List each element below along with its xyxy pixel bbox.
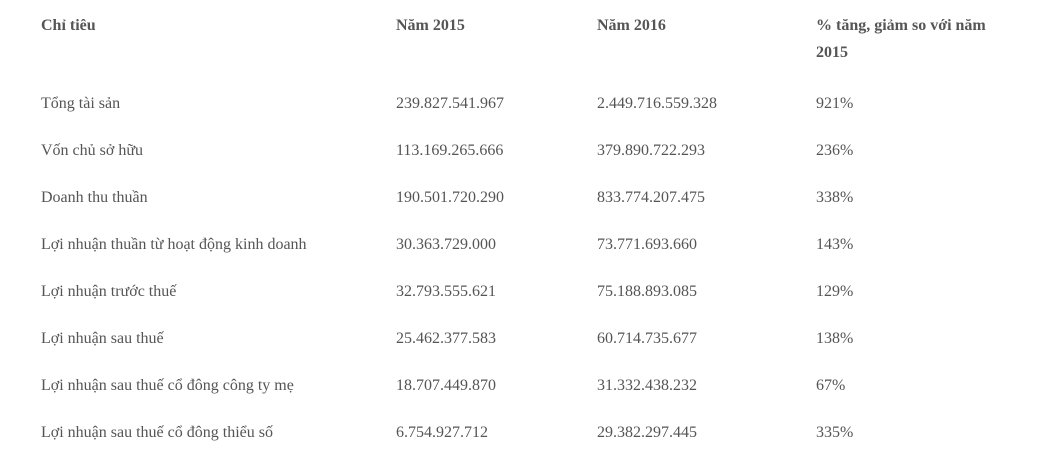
value-2016-cell: 833.774.207.475 <box>597 188 705 206</box>
value-2016-cell: 2.449.716.559.328 <box>597 94 717 112</box>
indicator-cell: Doanh thu thuần <box>41 188 148 206</box>
indicator-cell: Lợi nhuận sau thuế cổ đông thiểu số <box>41 423 273 441</box>
table-row <box>41 221 1021 268</box>
value-2016-cell: 29.382.297.445 <box>597 423 697 441</box>
header-row <box>41 12 1021 80</box>
value-2015-cell: 30.363.729.000 <box>396 235 496 253</box>
value-2015-cell: 25.462.377.583 <box>396 329 496 347</box>
value-2015-cell: 239.827.541.967 <box>396 94 504 112</box>
table-row <box>41 80 1021 127</box>
table-row <box>41 362 1021 409</box>
change-percent-cell: 335% <box>816 423 854 441</box>
value-2015-cell: 113.169.265.666 <box>396 141 504 159</box>
value-2016-cell: 379.890.722.293 <box>597 141 705 159</box>
change-percent-cell: 921% <box>816 94 854 112</box>
indicator-cell: Tổng tài sản <box>41 94 121 112</box>
value-2015-cell: 6.754.927.712 <box>396 423 488 441</box>
table-row <box>41 127 1021 174</box>
change-percent-cell: 236% <box>816 141 854 159</box>
table-body <box>41 80 1021 456</box>
table-row <box>41 174 1021 221</box>
value-2015-cell: 32.793.555.621 <box>396 282 496 300</box>
header-year-2015: Năm 2015 <box>396 17 465 34</box>
table-header <box>41 12 1021 80</box>
header-year-2016: Năm 2016 <box>597 17 666 34</box>
change-percent-cell: 338% <box>816 188 854 206</box>
table-row <box>41 315 1021 362</box>
value-2016-cell: 75.188.893.085 <box>597 282 697 300</box>
change-percent-cell: 67% <box>816 376 846 394</box>
value-2016-cell: 73.771.693.660 <box>597 235 697 253</box>
value-2015-cell: 190.501.720.290 <box>396 188 504 206</box>
change-percent-cell: 138% <box>816 329 854 347</box>
header-indicator: Chỉ tiêu <box>41 17 96 34</box>
indicator-cell: Lợi nhuận trước thuế <box>41 282 177 300</box>
financial-indicators-table <box>41 12 1021 456</box>
indicator-cell: Lợi nhuận thuần từ hoạt động kinh doanh <box>41 235 307 253</box>
table-row <box>41 409 1021 456</box>
change-percent-cell: 129% <box>816 282 854 300</box>
indicator-cell: Vốn chủ sở hữu <box>41 141 144 159</box>
change-percent-cell: 143% <box>816 235 854 253</box>
indicator-cell: Lợi nhuận sau thuế cổ đông công ty mẹ <box>41 376 294 394</box>
value-2016-cell: 60.714.735.677 <box>597 329 697 347</box>
header-change-percent: % tăng, giảm so với năm 2015 <box>816 17 986 61</box>
table-row <box>41 268 1021 315</box>
value-2016-cell: 31.332.438.232 <box>597 376 697 394</box>
indicator-cell: Lợi nhuận sau thuế <box>41 329 164 347</box>
value-2015-cell: 18.707.449.870 <box>396 376 496 394</box>
